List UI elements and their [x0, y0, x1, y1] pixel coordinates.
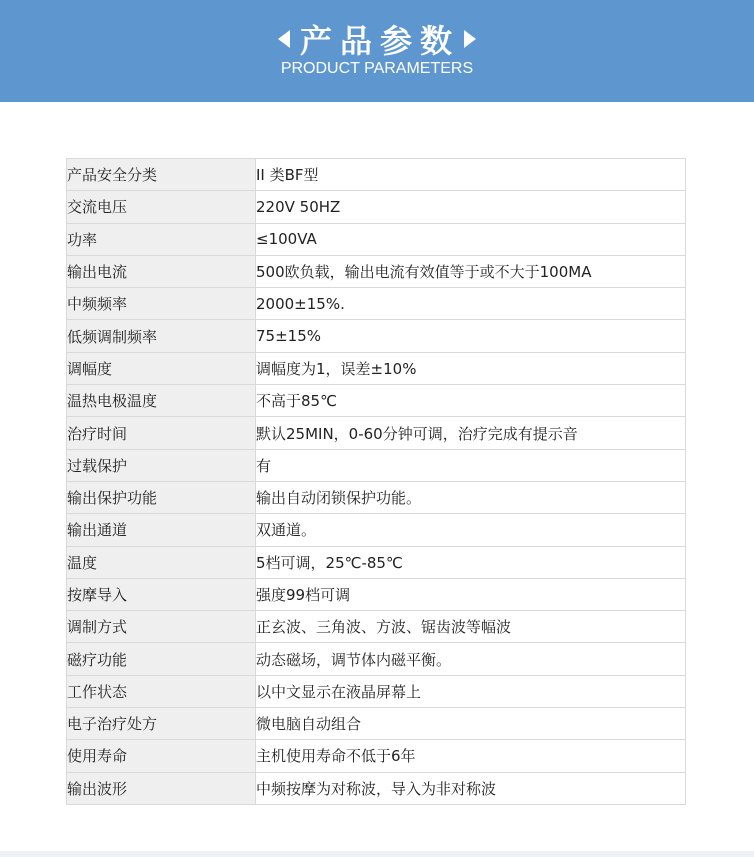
param-label: 温度 [67, 546, 256, 578]
table-row [67, 481, 686, 513]
param-value: 正玄波、三角波、方波、锯齿波等幅波 [256, 611, 686, 643]
param-label: 输出通道 [67, 514, 256, 546]
table-row [67, 320, 686, 352]
param-label: 输出电流 [67, 255, 256, 287]
table-row [67, 740, 686, 772]
param-value: 强度99档可调 [256, 578, 686, 610]
param-value: 75±15% [256, 320, 686, 352]
param-value: 输出自动闭锁保护功能。 [256, 481, 686, 513]
param-label: 输出波形 [67, 772, 256, 804]
table-row [67, 159, 686, 191]
table-row [67, 643, 686, 675]
param-value: II 类BF型 [256, 159, 686, 191]
param-value: ≤100VA [256, 223, 686, 255]
table-row [67, 578, 686, 610]
table-row [67, 546, 686, 578]
param-label: 输出保护功能 [67, 481, 256, 513]
header-banner [0, 0, 754, 102]
table-row [67, 611, 686, 643]
param-value: 以中文显示在液晶屏幕上 [256, 675, 686, 707]
page-title-text: 产品参数 [299, 22, 460, 60]
param-value: 有 [256, 449, 686, 481]
param-label: 磁疗功能 [67, 643, 256, 675]
param-value: 微电脑自动组合 [256, 708, 686, 740]
page-subtitle: PRODUCT PARAMETERS [280, 60, 474, 77]
right-arrow-icon [464, 30, 476, 48]
param-label: 功率 [67, 223, 256, 255]
param-label: 过载保护 [67, 449, 256, 481]
param-value: 动态磁场，调节体内磁平衡。 [256, 643, 686, 675]
param-label: 中频频率 [67, 288, 256, 320]
param-value: 5档可调，25℃-85℃ [256, 546, 686, 578]
table-row [67, 255, 686, 287]
param-label: 调制方式 [67, 611, 256, 643]
param-label: 使用寿命 [67, 740, 256, 772]
parameters-table [66, 158, 686, 805]
param-value: 2000±15%. [256, 288, 686, 320]
param-label: 治疗时间 [67, 417, 256, 449]
table-row [67, 417, 686, 449]
table-row [67, 514, 686, 546]
param-label: 工作状态 [67, 675, 256, 707]
param-label: 按摩导入 [67, 578, 256, 610]
param-value: 默认25MIN，0-60分钟可调，治疗完成有提示音 [256, 417, 686, 449]
param-value: 500欧负载，输出电流有效值等于或不大于100MA [256, 255, 686, 287]
param-label: 调幅度 [67, 352, 256, 384]
table-row [67, 288, 686, 320]
param-value: 不高于85℃ [256, 385, 686, 417]
param-value: 中频按摩为对称波，导入为非对称波 [256, 772, 686, 804]
table-row [67, 772, 686, 804]
param-label: 产品安全分类 [67, 159, 256, 191]
param-value: 主机使用寿命不低于6年 [256, 740, 686, 772]
param-label: 电子治疗处方 [67, 708, 256, 740]
left-arrow-icon [278, 30, 290, 48]
table-row [67, 352, 686, 384]
page-title [0, 16, 754, 62]
bottom-divider [0, 851, 754, 857]
param-label: 交流电压 [67, 191, 256, 223]
param-value: 220V 50HZ [256, 191, 686, 223]
param-value: 调幅度为1，误差±10% [256, 352, 686, 384]
parameters-table-body [67, 159, 686, 805]
table-row [67, 223, 686, 255]
param-label: 低频调制频率 [67, 320, 256, 352]
param-label: 温热电极温度 [67, 385, 256, 417]
table-row [67, 675, 686, 707]
table-row [67, 449, 686, 481]
table-row [67, 385, 686, 417]
param-value: 双通道。 [256, 514, 686, 546]
table-row [67, 191, 686, 223]
table-row [67, 708, 686, 740]
